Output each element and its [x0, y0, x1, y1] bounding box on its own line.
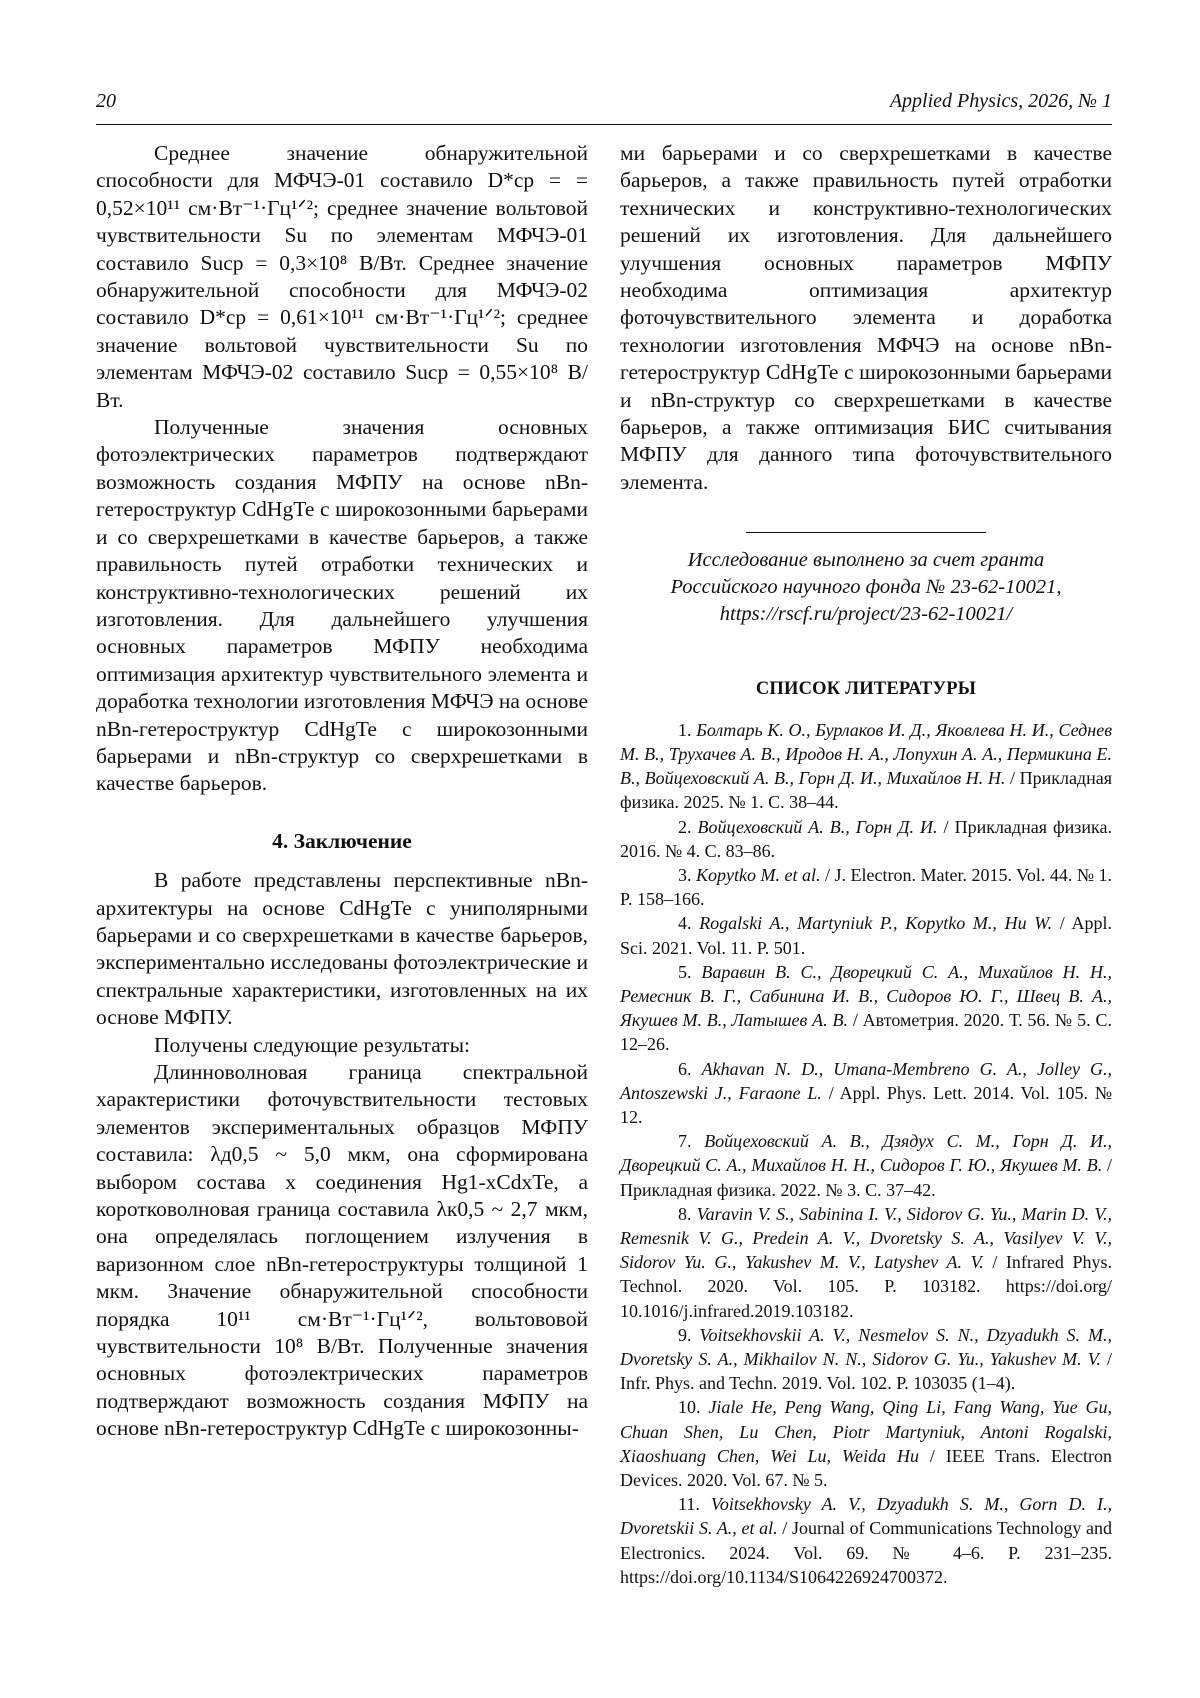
page-number: 20: [96, 90, 116, 112]
paragraph-results-detail: Длинноволновая граница спектральной характеристики фоточувствительности тестовых элементов экспериментальных образцов МФПУ составила: λд0,5 ~ 5,0 мкм, она сформирована выбором состава x соединения Hg1-xCdxTe, а коротковолновая граница составила λк0,5 ~ 2,7 мкм, она определялась поглощением излучения в варизонном слое nBn-гетероструктуры толщиной 1 мкм. Значение обнаружительной способности порядка 10¹¹ см·Вт⁻¹·Гц¹ᐟ², вольтововой чувствительности 10⁸ В/Вт. Полученные значения основных фотоэлектрических параметров подтверждают возможность создания МФПУ на основе nBn-гетероструктур CdHgTe с широкозонны-: [96, 1060, 588, 1441]
reference-item: 11. Voitsekhovsky A. V., Dzyadukh S. M., Gorn D. I., Dvoretskii S. A., et al. / Journal of Communications Technology and Electronics. 2024. Vol. 69. № 4–6. P. 231–235. https://doi.org/10.1134/S1064226924700372.: [620, 1494, 1113, 1587]
reference-item: 7. Войцеховский А. В., Дзядух С. М., Горн Д. И., Дворецкий С. А., Михайлов Н. Н., Сидоров Г. Ю., Якушев М. В. / Прикладная физика. 2022. № 3. С. 37–42.: [620, 1131, 1112, 1200]
grant-divider: [746, 532, 986, 533]
reference-item: 5. Варавин В. С., Дворецкий С. А., Михайлов Н. Н., Ремесник В. Г., Сабинина И. В., Сидоров Ю. Г., Швец В. А., Якушев М. В., Латышев А. В. / Автометрия. 2020. Т. 56. № 5. С. 12–26.: [620, 961, 1113, 1055]
reference-item: 3. Kopytko M. et al. / J. Electron. Mater. 2015. Vol. 44. № 1. P. 158–166.: [620, 864, 1113, 910]
journal-title: Applied Physics, 2026, № 1: [889, 90, 1112, 112]
reference-item: 8. Varavin V. S., Sabinina I. V., Sidorov G. Yu., Marin D. V., Remesnik V. G., Predein A. V., Dvoretsky S. A., Vasilyev V. V., Sidorov Yu. G., Yakushev M. V., Latyshev A. V. / Infrared Phys. Technol. 2020. Vol. 105. P. 103182. https://doi.org/ 10.1016/j.infrared.2019.103182.: [620, 1203, 1113, 1321]
header-rule: [96, 124, 1112, 125]
references-title: СПИСОК ЛИТЕРАТУРЫ: [755, 679, 977, 700]
running-header: [96, 90, 1112, 122]
grant-line-1: Исследование выполнено за счет гранта: [687, 549, 1045, 572]
reference-item: 6. Akhavan N. D., Umana-Membreno G. A., Jolley G., Antoszewski J., Faraone L. / Appl. Phys. Lett. 2014. Vol. 105. № 12.: [620, 1058, 1113, 1127]
reference-item: 10. Jiale He, Peng Wang, Qing Li, Fang Wang, Yue Gu, Chuan Shen, Lu Chen, Piotr Martyniuk, Antoni Rogalski, Xiaoshuang Chen, Wei Lu, Weida Hu / IEEE Trans. Electron Devices. 2020. Vol. 67. № 5.: [620, 1397, 1112, 1490]
reference-item: 1. Болтарь К. О., Бурлаков И. Д., Яковлева Н. И., Седнев М. В., Трухачев А. В., Иродов Н. А., Лопухин А. А., Пермикина Е. В., Войцеховский А. В., Горн Д. И., Михайлов Н. Н. / Прикладная физика. 2025. № 1. С. 38–44.: [620, 719, 1113, 813]
paragraph-detectivity: Среднее значение обнаружительной способности для МФЧЭ-01 составило D*ср = = 0,52×10¹¹ см·Вт⁻¹·Гц¹ᐟ²; среднее значение вольтовой чувствительности Su по элементам МФЧЭ-01 составило Suср = 0,3×10⁸ В/Вт. Среднее значение обнаружительной способности для МФЧЭ-02 составило D*ср = 0,61×10¹¹ см·Вт⁻¹·Гц¹ᐟ²; среднее значение вольтовой чувствительности Su по элементам МФЧЭ-02 составило Suср = 0,55×10⁸ В/Вт.: [96, 141, 588, 412]
reference-item: 2. Войцеховский А. В., Горн Д. И. / Прикладная физика. 2016. № 4. С. 83–86.: [620, 816, 1112, 861]
paragraph-results-confirm: Полученные значения основных фотоэлектрических параметров подтверждают возможность создания МФПУ на основе nBn-гетероструктур CdHgTe с широкозонными барьерами и со сверхрешетками в качестве барьеров, а также правильность путей отработки технических и конструктивно-технологических решений их изготовления. Для дальнейшего улучшения основных параметров МФПУ необходима оптимизация архитектур чувствительного элемента и доработка технологии изготовления МФЧЭ на основе nBn-гетероструктур CdHgTe с широкозонными барьерами и nBn-структур со сверхрешетками в качестве барьеров.: [96, 415, 588, 796]
paragraph-continuation: ми барьерами и со сверхрешетками в качестве барьеров, а также правильность путей отработки технических и конструктивно-технологических решений их изготовления. Для дальнейшего улучшения основных параметров МФПУ необходима оптимизация архитектур фоточувствительного элемента и доработка технологии изготовления МФЧЭ на основе nBn-гетероструктур CdHgTe с широкозонными барьерами и nBn-структур со сверхрешетками в качестве барьеров, а также оптимизация БИС считывания МФПУ для данного типа фоточувствительного элемента.: [620, 141, 1112, 494]
grant-link[interactable]: https://rscf.ru/project/23-62-10021/: [719, 603, 1013, 626]
paragraph-results-heading: Получены следующие результаты:: [154, 1032, 470, 1057]
grant-acknowledgement: [620, 547, 1112, 628]
left-column: [96, 140, 588, 1443]
grant-line-2: Российского научного фонда № 23-62-10021,: [670, 576, 1062, 599]
reference-item: 4. Rogalski A., Martyniuk P., Kopytko M., Hu W. / Appl. Sci. 2021. Vol. 11. P. 501.: [620, 913, 1113, 958]
section-title-conclusion: 4. Заключение: [272, 828, 412, 853]
reference-list: [620, 718, 1112, 1589]
reference-item: 9. Voitsekhovskii A. V., Nesmelov S. N., Dzyadukh S. M., Dvoretsky S. A., Mikhailov N. N., Sidorov G. Yu., Yakushev M. V. / Infr. Phys. and Techn. 2019. Vol. 102. P. 103035 (1–4).: [620, 1324, 1112, 1394]
right-column: [620, 140, 1112, 1589]
paragraph-conclusion-intro: В работе представлены перспективные nBn-архитектуры на основе CdHgTe с униполярными барьерами и со сверхрешетками в качестве барьеров, экспериментально исследованы фотоэлектрические и спектральные характеристики, изготовленных на их основе МФПУ.: [96, 868, 588, 1030]
